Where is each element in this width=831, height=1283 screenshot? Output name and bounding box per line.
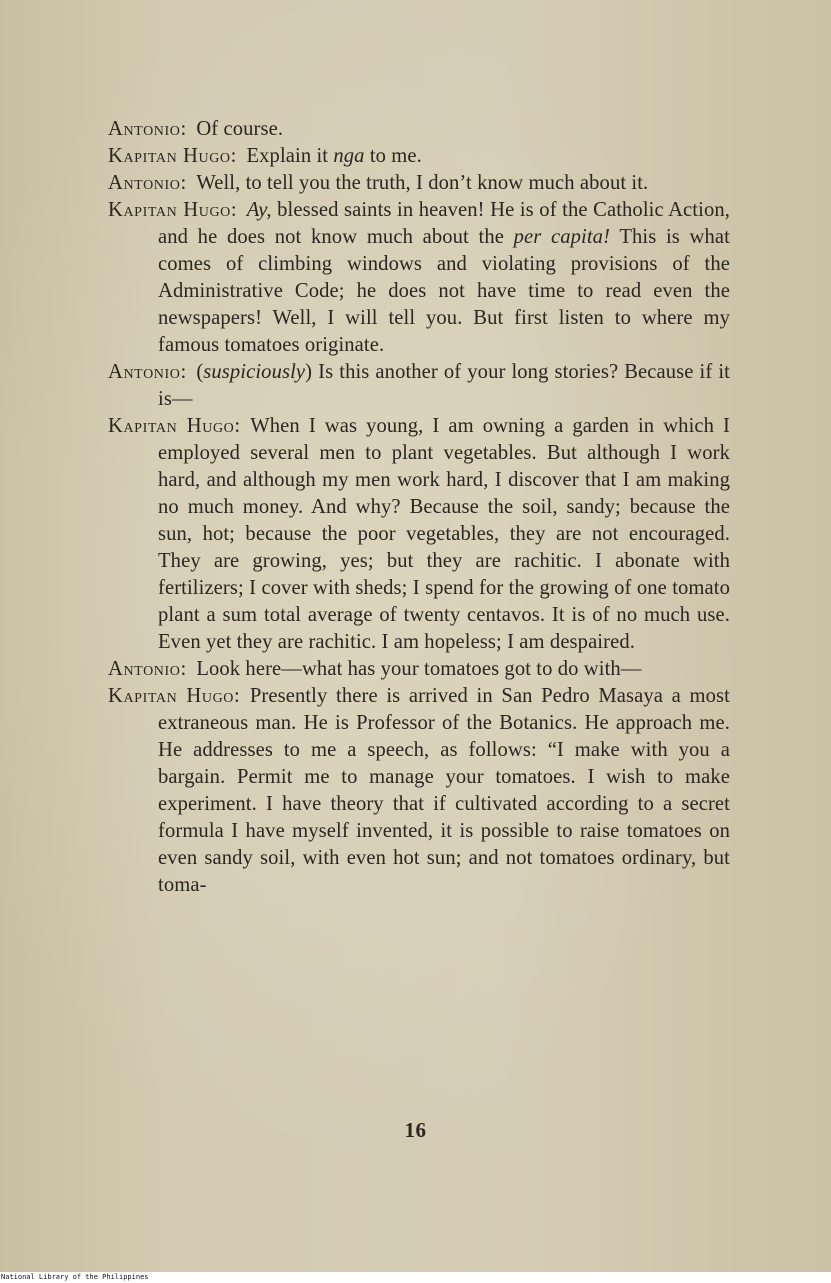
- speech-text: This is what comes of climbing windows and violating provisions of the Administrative Code; he does not have time to read even the newspapers! Well, I will tell you. But first listen to where my famous tomatoes originate.: [158, 226, 730, 356]
- dialogue-entry: [108, 170, 730, 197]
- speaker-name: Antonio: [108, 118, 181, 140]
- speech-text: Presently there is arrived in San Pedro Masaya a most extraneous man. He is Professor of the Botanics. He approach me. He addresses to me a speech, as follows: “I make with you a bargain. Permit me to manage your tomatoes. I wish to make experiment. I have theory that if cultivated according to a secret formula I have myself invented, it is possible to raise tomatoes on even sandy soil, with even hot sun; and not tomatoes ordinary, but toma-: [158, 685, 730, 896]
- dialogue-entry: [108, 197, 730, 359]
- italic-text: per capita!: [513, 226, 611, 248]
- speaker-name: Kapitan Hugo: [108, 145, 231, 167]
- speaker-name: Antonio: [108, 658, 181, 680]
- page-number: 16: [404, 1118, 427, 1142]
- speech-text: Look here—what has your tomatoes got to do with—: [196, 658, 642, 680]
- speech-text: (: [196, 361, 204, 383]
- speech-text: blessed saints in heaven! He is of the Catholic Action, and he does not know much about the: [158, 199, 730, 248]
- speaker-colon: :: [180, 172, 187, 194]
- speaker-colon: :: [180, 118, 187, 140]
- speaker-colon: :: [230, 145, 237, 167]
- speaker-name: Antonio: [108, 172, 181, 194]
- italic-text: Ay,: [246, 199, 272, 221]
- speech-text: When I was young, I am owning a garden in which I employed several men to plant vegetables. But although I work hard, and although my men work hard, I discover that I am making no much money. And why? Because the soil, sandy; because the sun, hot; because the poor vegetables, they are not encouraged. They are growing, yes; but they are rachitic. I abonate with fertilizers; I cover with sheds; I spend for the growing of one tomato plant a sum total average of twenty centavos. It is of no much use. Even yet they are rachitic. I am hopeless; I am despaired.: [158, 415, 730, 653]
- italic-text: suspiciously: [203, 361, 306, 383]
- dialogue-entry: [108, 359, 730, 413]
- speaker-name: Kapitan Hugo: [108, 415, 235, 437]
- dialogue-entry: [108, 116, 730, 143]
- dialogue-entry: [108, 656, 730, 683]
- speaker-name: Kapitan Hugo: [108, 199, 231, 221]
- speaker-colon: :: [234, 685, 240, 707]
- dialogue-entry: [108, 143, 730, 170]
- speaker-name: Kapitan Hugo: [108, 685, 235, 707]
- footer-credit: National Library of the Philippines: [1, 1273, 149, 1281]
- speech-text: Of course.: [196, 118, 284, 140]
- speaker-colon: :: [180, 658, 187, 680]
- dialogue-text: [108, 116, 730, 899]
- speaker-colon: :: [180, 361, 187, 383]
- dialogue-entry: [108, 683, 730, 899]
- speaker-colon: :: [230, 199, 237, 221]
- speech-text: ) Is this another of your long stories? Because if it is—: [158, 361, 730, 410]
- speech-text: Explain it: [246, 145, 334, 167]
- dialogue-entry: [108, 413, 730, 656]
- speech-text: Well, to tell you the truth, I don’t know much about it.: [196, 172, 649, 194]
- speaker-name: Antonio: [108, 361, 181, 383]
- speech-text: to me.: [364, 145, 422, 167]
- italic-text: nga: [333, 145, 365, 167]
- speaker-colon: :: [234, 415, 241, 437]
